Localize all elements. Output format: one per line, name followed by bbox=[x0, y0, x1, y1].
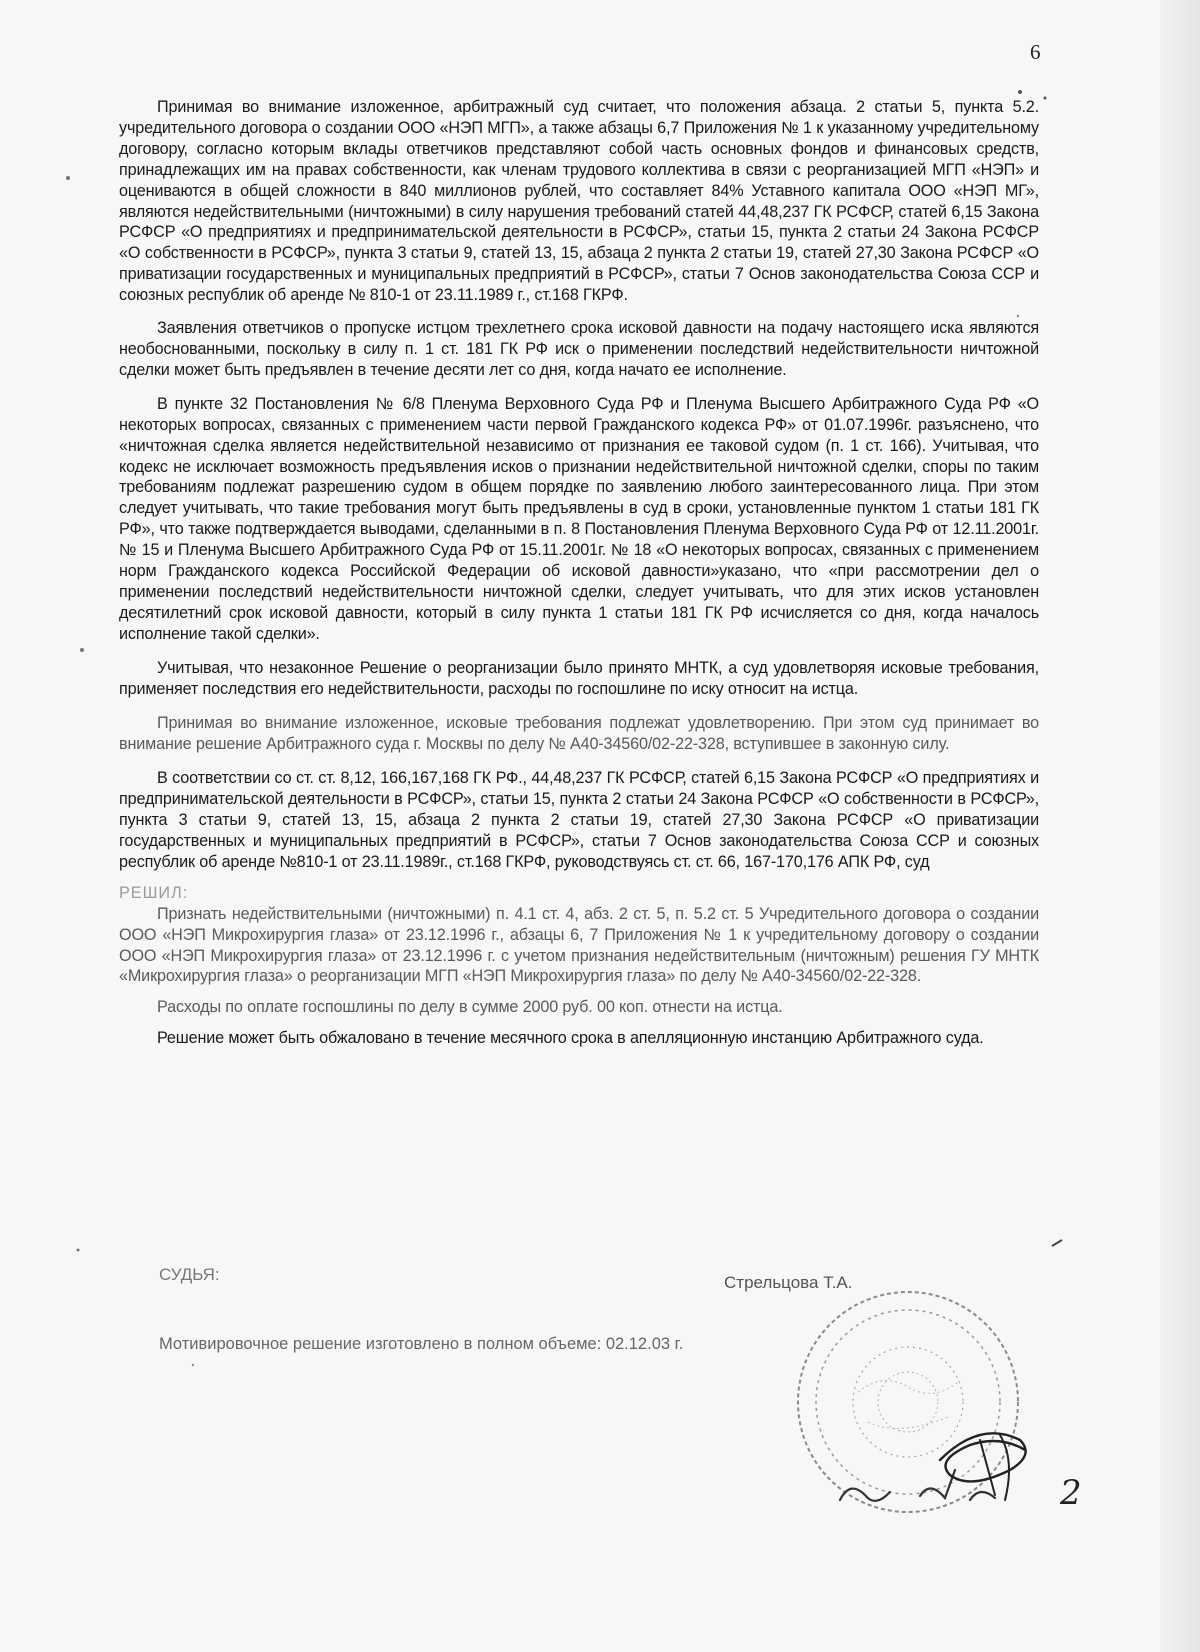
handwritten-number-mark bbox=[1056, 1474, 1098, 1510]
paragraph-claims-granted: Принимая во внимание изложенное, исковые требования подлежат удовлетворению. При этом суд принимает во внимание решение Арбитражного суда г. Москвы по делу № А40-34560/02-22-328, вступившее в законную силу. bbox=[119, 714, 1039, 754]
paragraph-ruling: Признать недействительными (ничтожными) п. 4.1 ст. 4, абз. 2 ст. 5, п. 5.2 ст. 5 Учредительного договора о создании ООО «НЭП Микрохирургия глаза» от 23.12.1996 г., абзацы 6, 7 Приложения № 1 к учредительному договору о создании ООО «НЭП Микрохирургия глаза» от 23.12.1996 г. с учетом признания недействительным (ничтожным) решения ГУ МНТК «Микрохирургия глаза» о реорганизации МГП «НЭП Микрохирургия глаза» по делу № А40-34560/02-22-328. bbox=[119, 904, 1039, 986]
paragraph-limitation-claim: Заявления ответчиков о пропуске истцом трехлетнего срока исковой давности на подачу настоящего иска являются необоснованными, поскольку в силу п. 1 ст. 181 ГК РФ иск о применении последствий недействительности ничтожной сделки может быть предъявлен в течение десяти лет со дня, когда начато ее исполнение. bbox=[119, 319, 1039, 379]
paragraph-fee-allocation: Учитывая, что незаконное Решение о реорганизации было принято МНТК, а суд удовлетворяя исковые требования, применяет последствия его недействительности, расходы по госпошлине по иску относит на истца. bbox=[119, 658, 1039, 698]
page-edge-shadow bbox=[1160, 0, 1200, 1652]
prepared-date-note: Мотивировочное решение изготовлено в полном объеме: 02.12.03 г. bbox=[159, 1335, 684, 1353]
judge-label: СУДЬЯ: bbox=[159, 1265, 220, 1284]
paragraph-appeal: Решение может быть обжаловано в течение месячного срока в апелляционную инстанцию Арбитражного суда. bbox=[157, 1029, 984, 1048]
paragraph-plenum-resolution: В пункте 32 Постановления № 6/8 Пленума Верховного Суда РФ и Пленума Высшего Арбитражного Суда РФ «О некоторых вопросах, связанных с применением части первой Гражданского кодекса РФ» от 01.07.1996г. разъяснено, что «ничтожная сделка является недействительной независимо от признания ее таковой судом (п. 1 ст. 166). Учитывая, что кодекс не исключает возможность предъявления исков о признании недействительной ничтожной сделки, споры по таким требованиям подлежат разрешению судом в общем порядке по заявлению любого заинтересованного лица. При этом следует учитывать, что такие требования могут быть предъявлены в суд в сроки, установленные пунктом 1 статьи 181 ГК РФ», что также подтверждается выводами, сделанными в п. 8 Постановления Пленума Верховного Суда РФ от 12.11.2001г. № 15 и Пленума Высшего Арбитражного Суда РФ от 15.11.2001г. № 18 «О некоторых вопросах, связанных с применением норм Гражданского кодекса Российской Федерации об исковой давности»указано, что «при рассмотрении дел о применении последствий недействительности ничтожной сделки, следует учитывать, что для этих исков установлен десятилетний срок исковой давности, который в силу пункта 1 статьи 181 ГК РФ исчисляется со дня, когда началось исполнение такой сделки». bbox=[119, 394, 1039, 643]
page-number: 6 bbox=[1030, 40, 1041, 64]
decision-heading: РЕШИЛ: bbox=[119, 883, 189, 902]
paragraph-court-conclusion: Принимая во внимание изложенное, арбитражный суд считает, что положения абзаца. 2 статьи 5, пункта 5.2. учредительного договора о создании ООО «НЭП МГП», а также абзацы 6,7 Приложения № 1 к указанному учредительному договору, согласно которым вклады ответчиков представляют собой часть основных фондов и финансовых средств, принадлежащих им на правах собственности, как членам трудового коллектива в связи с реорганизацией МГП «НЭП» и оцениваются в общей сложности в 840 миллионов рублей, что составляет 84% Уставного капитала ООО «НЭП МГ», являются недействительными (ничтожными) в силу нарушения требований статей 44,48,237 ГК РСФСР, статей 6,15 Закона РСФСР «О предприятиях и предпринимательской деятельности в РСФСР», статьи 15, пункта 2 статьи 24 Закона РСФСР «О собственности в РСФСР», пункта 3 статьи 9, статей 13, 15, абзаца 2 пункта 2 статьи 19, статей 27,30 Закона РСФСР «О приватизации государственных и муниципальных предприятий в РСФСР», статьи 7 Основ законодательства Союза ССР и союзных республик об аренде № 810-1 от 23.11.1989 г., ст.168 ГКРФ. bbox=[119, 98, 1039, 305]
document-body bbox=[119, 97, 1039, 1049]
paragraph-legal-basis: В соответствии со ст. ст. 8,12, 166,167,168 ГК РФ., 44,48,237 ГК РСФСР, статей 6,15 Закона РСФСР «О предприятиях и предпринимательской деятельности в РСФСР», статьи 15, пункта 2 статьи 24 Закона РСФСР «О собственности в РСФСР», пункта 3 статьи 9, статей 13, 15, абзаца 2 пункта 2 статьи 19, статей 27,30 Закона РСФСР «О приватизации государственных и муниципальных предприятий в РСФСР», статьи 7 Основ законодательства Союза ССР и союзных республик об аренде №810-1 от 23.11.1989г., ст.168 ГКРФ, руководствуясь ст. ст. 66, 167-170,176 АПК РФ, суд bbox=[119, 769, 1039, 871]
judge-name: Стрельцова Т.А. bbox=[724, 1273, 853, 1292]
judge-signature bbox=[820, 1400, 1050, 1520]
paragraph-costs: Расходы по оплате госпошлины по делу в сумме 2000 руб. 00 коп. отнести на истца. bbox=[157, 998, 783, 1017]
svg-text:2: 2 bbox=[1060, 1474, 1082, 1510]
